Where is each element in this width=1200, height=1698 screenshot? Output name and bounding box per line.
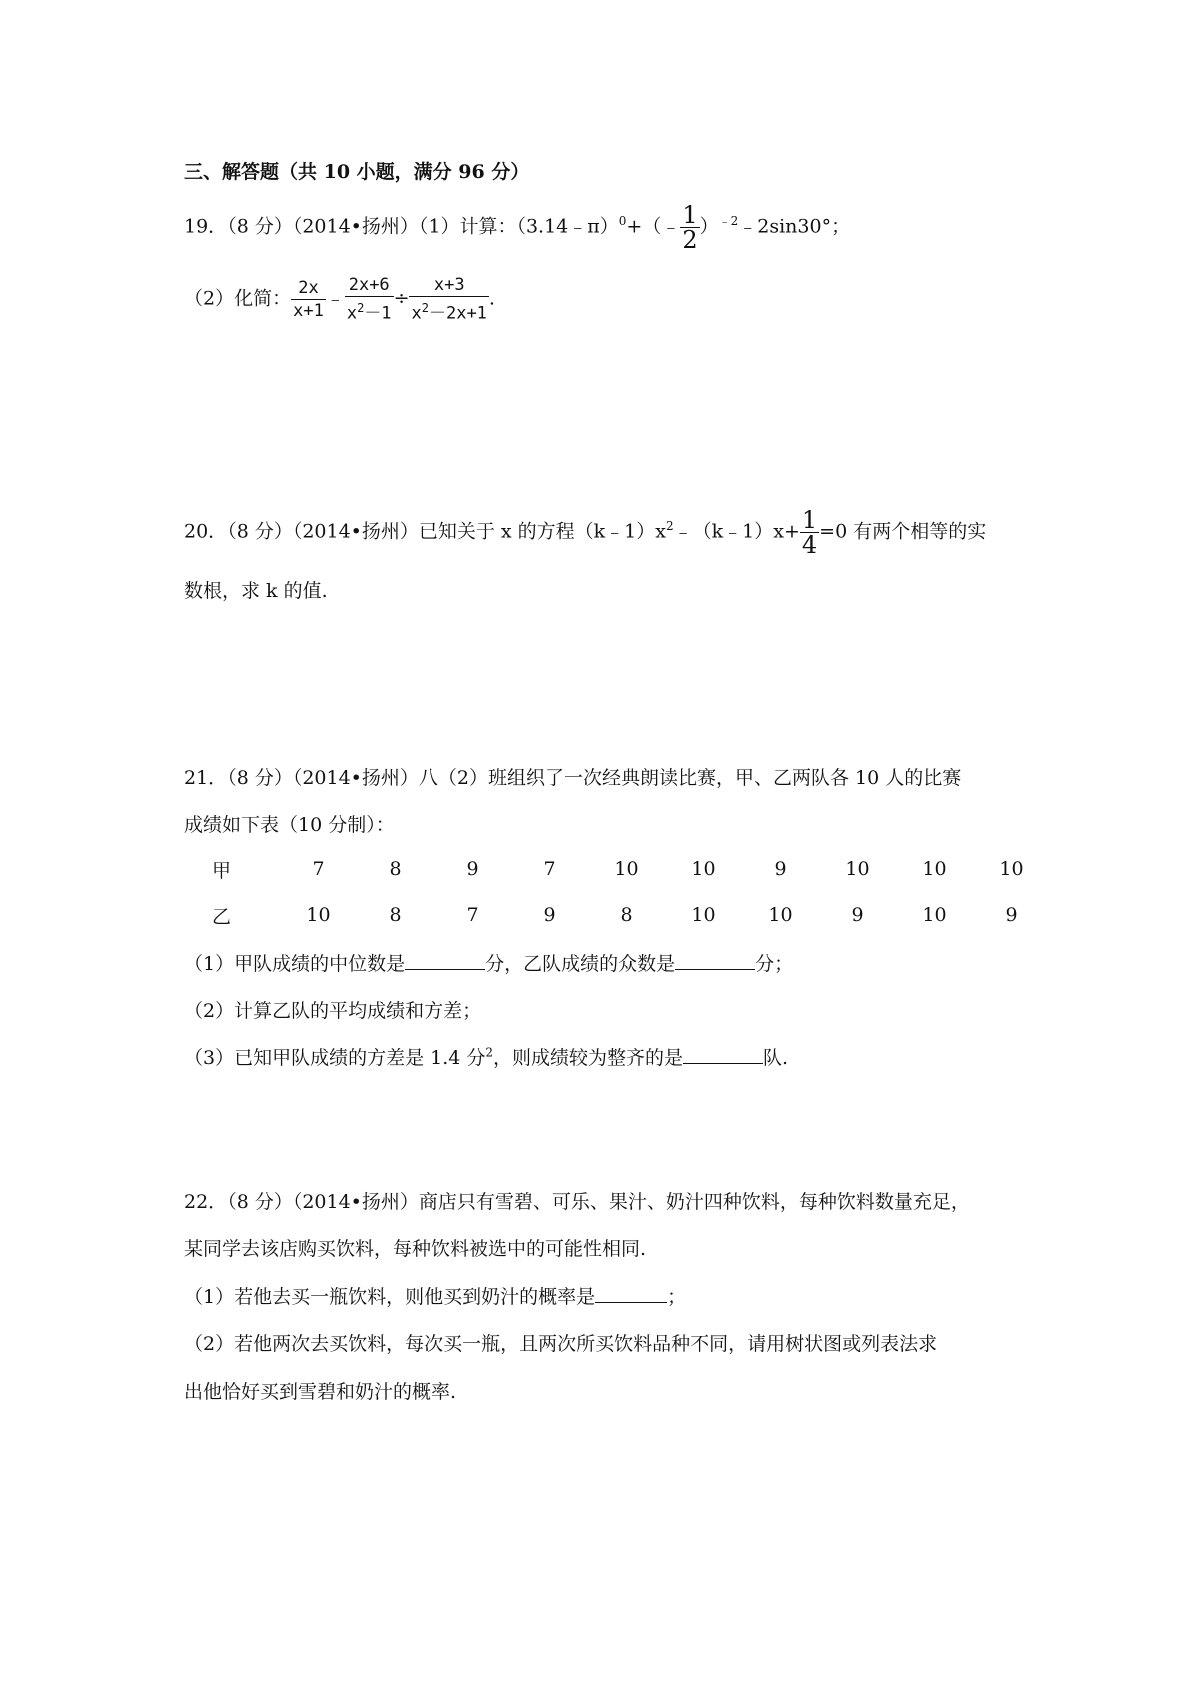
q19-fraction-1 (291, 277, 326, 322)
table-cell: 10 (922, 904, 947, 926)
q22-p1-a: （1）若他去买一瓶饮料，则他买到奶汁的概率是 (184, 1286, 596, 1308)
q19-fraction-2 (345, 274, 394, 325)
answer-blank[interactable] (595, 1286, 667, 1303)
q19-frac-den: 2 (682, 226, 698, 254)
q19-header: （8 分）（2014•扬州）（1）计算：（3.14﹣π） (227, 215, 619, 238)
table-row (184, 846, 1050, 892)
q19-end: . (488, 287, 495, 310)
q21-p3-exp: 2 (485, 1045, 494, 1060)
q22-part2-line2: 出他恰好买到雪碧和奶汁的概率. (184, 1381, 457, 1403)
q19-f2-den (345, 297, 394, 325)
q21-p3-a: （3）已知甲队成绩的方差是 1.4 分 (184, 1047, 486, 1069)
q19-f2-den-base: x (346, 303, 358, 324)
q19-exp-neg2: ﹣2 (718, 214, 739, 229)
q22-line1 (184, 1187, 970, 1214)
q21-p1-b: 分，乙队成绩的众数是 (485, 953, 676, 975)
table-cell: 10 (768, 904, 793, 926)
q19-f3-den-exp: 2 (421, 301, 429, 315)
table-cell: 8 (389, 904, 402, 926)
q22-line2: 某同学去该店购买饮料，每种饮料被选中的可能性相同. (184, 1238, 647, 1260)
q19-number: 19． (184, 215, 228, 238)
q22-number: 22． (184, 1191, 228, 1213)
table-cell: 10 (306, 904, 331, 926)
q19-f2-den-tail: －1 (364, 303, 392, 324)
q21-score-table (184, 846, 1050, 938)
q20-frac-den: 4 (801, 531, 818, 559)
table-cell: 7 (543, 858, 556, 880)
q19-close: ） (699, 215, 719, 238)
answer-blank[interactable] (675, 953, 755, 970)
row-label-jia: 甲 (212, 859, 232, 882)
q20-fraction-quarter (800, 508, 819, 557)
q19-f3-den-base: x (411, 303, 422, 324)
table-cell: 9 (1005, 904, 1018, 926)
table-cell: 10 (691, 858, 716, 880)
q19-part2 (184, 274, 495, 325)
q19-div: ÷ (393, 287, 410, 310)
q20-line1-b: ﹣（k﹣1）x+ (673, 520, 800, 543)
table-cell: 7 (312, 858, 325, 880)
table-cell: 10 (845, 858, 870, 880)
table-cell: 10 (922, 858, 947, 880)
q21-part3 (184, 1043, 788, 1070)
table-cell: 9 (774, 858, 787, 880)
q20-line1-c: =0 有两个相等的实 (819, 520, 987, 543)
q19-f3-den (409, 297, 488, 325)
q21-number: 21． (184, 767, 228, 789)
q19-tail: ﹣2sin30°； (738, 215, 851, 238)
answer-blank[interactable] (405, 953, 485, 970)
q19-exp-zero: 0 (618, 214, 627, 229)
q21-line1-text: （8 分）（2014•扬州）八（2）班组织了一次经典朗读比赛，甲、乙两队各 10 人的比赛 (227, 767, 962, 789)
q20-number: 20． (184, 520, 228, 543)
table-cell: 9 (851, 904, 864, 926)
q21-part2: （2）计算乙队的平均成绩和方差； (184, 1000, 482, 1022)
q21-p3-c: 队. (763, 1047, 789, 1069)
row-label-yi: 乙 (212, 905, 232, 928)
table-cell: 10 (999, 858, 1024, 880)
q22-line1-text: （8 分）（2014•扬州）商店只有雪碧、可乐、果汁、奶汁四种饮料，每种饮料数量充足， (227, 1191, 970, 1213)
section-title: 三、解答题（共 10 小题，满分 96 分） (184, 161, 530, 183)
table-cell: 8 (620, 904, 633, 926)
q21-p1-a: （1）甲队成绩的中位数是 (184, 953, 406, 975)
q19-f3-num: x+3 (409, 274, 488, 297)
q19-f2-num: 2x+6 (345, 274, 394, 297)
q21-line2: 成绩如下表（10 分制）： (184, 814, 395, 836)
table-cell: 10 (614, 858, 639, 880)
table-cell: 7 (466, 904, 479, 926)
table-row (184, 892, 1050, 938)
q21-part1 (184, 949, 793, 976)
q20-exp: 2 (666, 519, 674, 534)
table-cell: 10 (691, 904, 716, 926)
q20-frac-num: 1 (801, 506, 818, 534)
q19-plus-open: +（﹣ (626, 215, 681, 238)
q19-fraction-half (680, 203, 699, 252)
q22-part2-line1: （2）若他两次去买饮料，每次买一瓶，且两次所买饮料品种不同，请用树状图或列表法求 (184, 1333, 938, 1355)
q19-f1-num: 2x (291, 277, 326, 300)
q19-part2-label: （2）化简： (184, 287, 292, 310)
q20-line2: 数根，求 k 的值. (184, 580, 328, 602)
q19-part1 (184, 203, 850, 252)
q22-p1-b: ； (667, 1286, 687, 1308)
q19-frac-num: 1 (682, 201, 698, 229)
q19-f1-den: x+1 (293, 300, 324, 321)
q22-part1 (184, 1282, 686, 1309)
table-cell: 8 (389, 858, 402, 880)
q20-line1 (184, 508, 986, 557)
q21-p1-c: 分； (755, 953, 794, 975)
table-cell: 9 (543, 904, 556, 926)
q19-minus: ﹣ (325, 287, 345, 310)
q21-p3-b: ，则成绩较为整齐的是 (493, 1047, 684, 1069)
q20-line1-a: （8 分）（2014•扬州）已知关于 x 的方程（k﹣1）x (227, 520, 666, 543)
q19-f3-den-tail: －2x+1 (428, 303, 487, 324)
table-cell: 9 (466, 858, 479, 880)
q21-line1 (184, 763, 961, 790)
q19-f2-den-exp: 2 (357, 301, 365, 315)
answer-blank[interactable] (683, 1047, 763, 1064)
q19-fraction-3 (409, 274, 488, 325)
